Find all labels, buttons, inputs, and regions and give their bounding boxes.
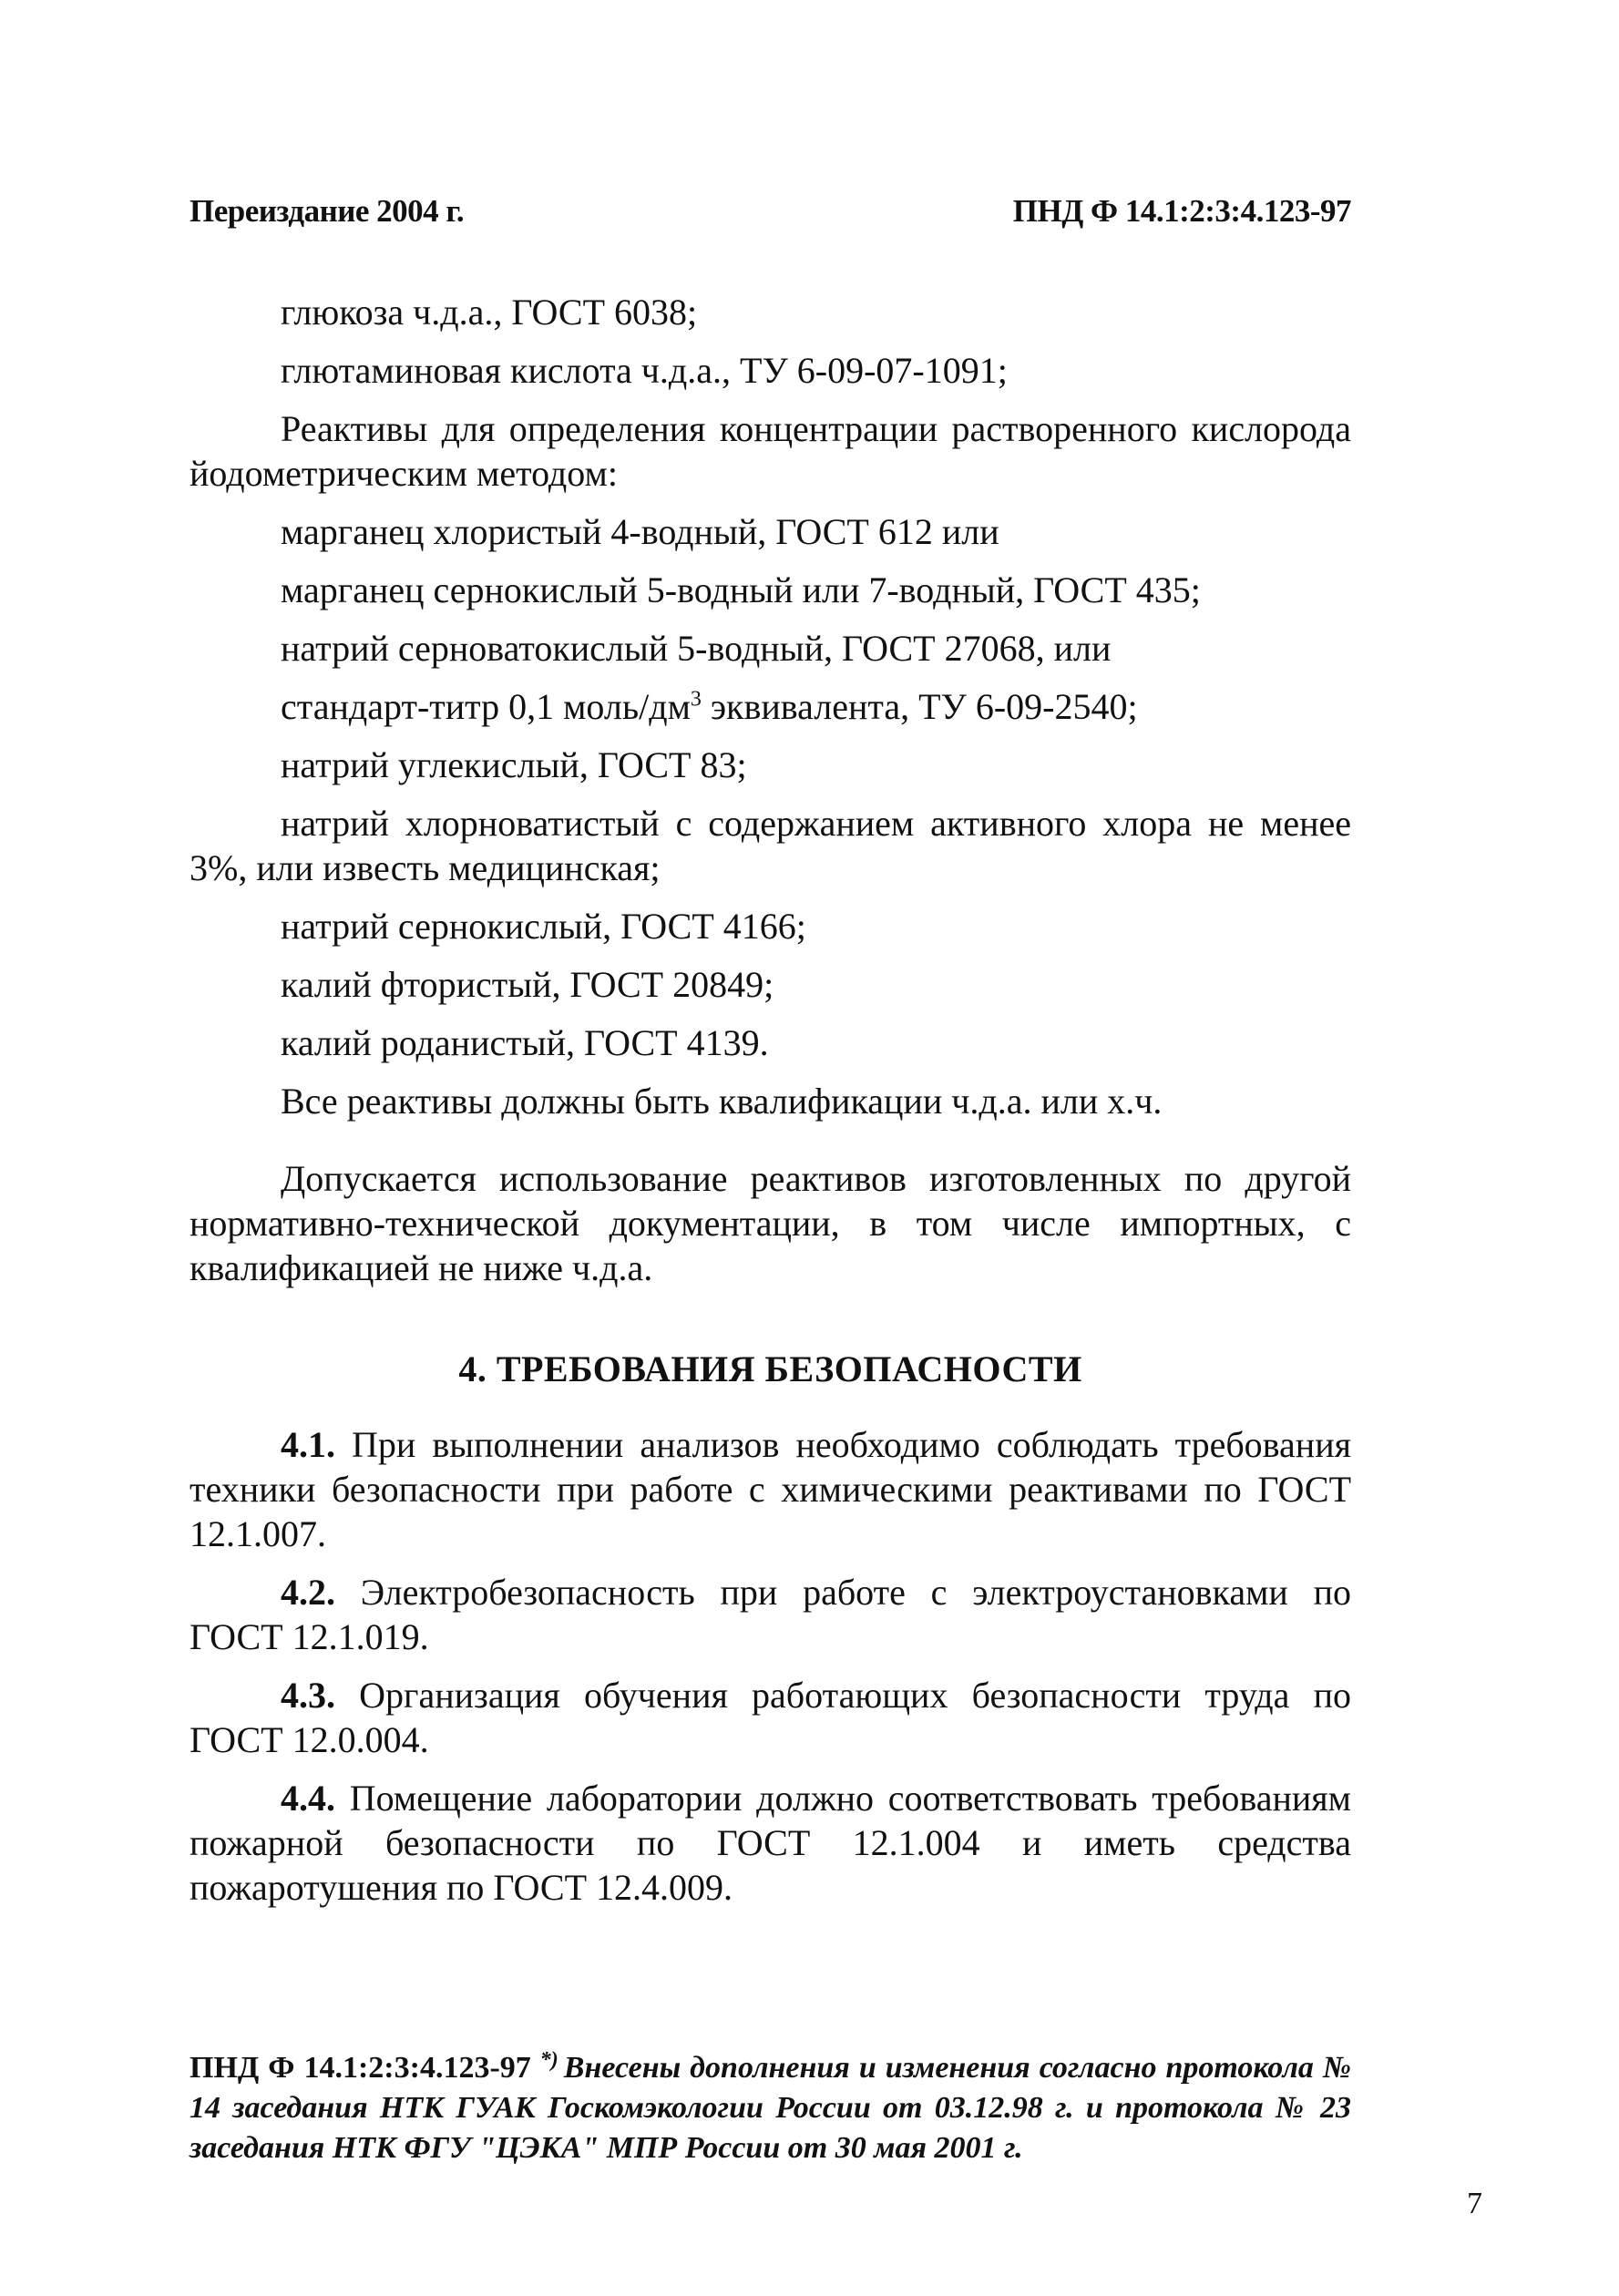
item-text: Электробезопасность при работе с электроустановками по ГОСТ 12.1.019. <box>190 1572 1351 1657</box>
reagent-manganese-chloride: марганец хлористый 4-водный, ГОСТ 612 или <box>281 511 999 552</box>
safety-item-4-2 <box>190 1570 1351 1659</box>
reagent-glucose: глюкоза ч.д.а., ГОСТ 6038; <box>281 292 698 333</box>
document-code: ПНД Ф 14.1:2:3:4.123-97 <box>1012 193 1351 229</box>
item-number: 4.4. <box>281 1778 335 1819</box>
oxygen-reagents-intro: Реактивы для определения концентрации растворенного кислорода йодометрическим методом: <box>190 408 1351 494</box>
section-heading: 4. ТРЕБОВАНИЯ БЕЗОПАСНОСТИ <box>458 1348 1082 1389</box>
safety-item-4-4 <box>190 1776 1351 1910</box>
item-number: 4.2. <box>281 1572 335 1613</box>
reissue-note: Переиздание 2004 г. <box>190 193 465 229</box>
standard-titr-text-end: эквивалента, ТУ 6-09-2540; <box>701 686 1138 727</box>
footnote-mark: *) <box>539 2047 558 2072</box>
alternative-reagents-paragraph: Допускается использование реактивов изготовленных по другой нормативно-технической документации, в том числе импортных, с квалификацией не ниже ч.д.а. <box>190 1158 1351 1288</box>
running-header <box>190 193 1351 230</box>
footnote-document-code: ПНД Ф 14.1:2:3:4.123-97 <box>190 2051 531 2085</box>
footnote-text: Внесены дополнения и изменения согласно протокола № 14 заседания НТК ГУАК Госкомэкологии России от 03.12.98 г. и протокола № 23 заседания НТК ФГУ "ЦЭКА" МПР России от 30 мая 2001 г. <box>190 2051 1352 2165</box>
item-text: Организация обучения работающих безопасности труда по ГОСТ 12.0.004. <box>190 1675 1351 1760</box>
main-content <box>190 290 1351 1923</box>
page-number: 7 <box>1467 2187 1482 2220</box>
item-text: Помещение лаборатории должно соответствовать требованиям пожарной безопасности по ГОСТ 12.1.004 и иметь средства пожаротушения по ГОСТ 12.4.009. <box>190 1778 1351 1908</box>
reagent-sodium-carbonate: натрий углекислый, ГОСТ 83; <box>281 744 747 785</box>
item-text: При выполнении анализов необходимо соблюдать требования техники безопасности при работе с химическими реактивами по ГОСТ 12.1.007. <box>190 1424 1351 1554</box>
reagent-manganese-sulfate: марганец сернокислый 5-водный или 7-водный, ГОСТ 435; <box>281 569 1201 610</box>
item-number: 4.1. <box>281 1424 335 1465</box>
reagent-standard-titr <box>190 684 1351 729</box>
reagent-potassium-fluoride: калий фтористый, ГОСТ 20849; <box>281 964 774 1005</box>
safety-item-4-1 <box>190 1422 1351 1556</box>
reagent-glutamic-acid: глютаминовая кислота ч.д.а., ТУ 6-09-07-1091; <box>281 350 1008 391</box>
reagent-qualification-note: Все реактивы должны быть квалификации ч.д.а. или х.ч. <box>281 1081 1163 1122</box>
reagent-sodium-hypochlorite: натрий хлорноватистый с содержанием активного хлора не менее 3%, или известь медицинская; <box>190 803 1351 888</box>
standard-titr-text: стандарт-титр 0,1 моль/дм <box>281 686 691 727</box>
reagent-sodium-thiosulfate: натрий серноватокислый 5-водный, ГОСТ 27068, или <box>281 628 1112 669</box>
safety-item-4-3 <box>190 1673 1351 1762</box>
reagent-potassium-thiocyanate: калий роданистый, ГОСТ 4139. <box>281 1022 769 1063</box>
amendment-footnote <box>190 2048 1351 2168</box>
standard-titr-superscript: 3 <box>690 687 702 712</box>
reagent-sodium-sulfate: натрий сернокислый, ГОСТ 4166; <box>281 906 806 947</box>
item-number: 4.3. <box>281 1675 335 1716</box>
